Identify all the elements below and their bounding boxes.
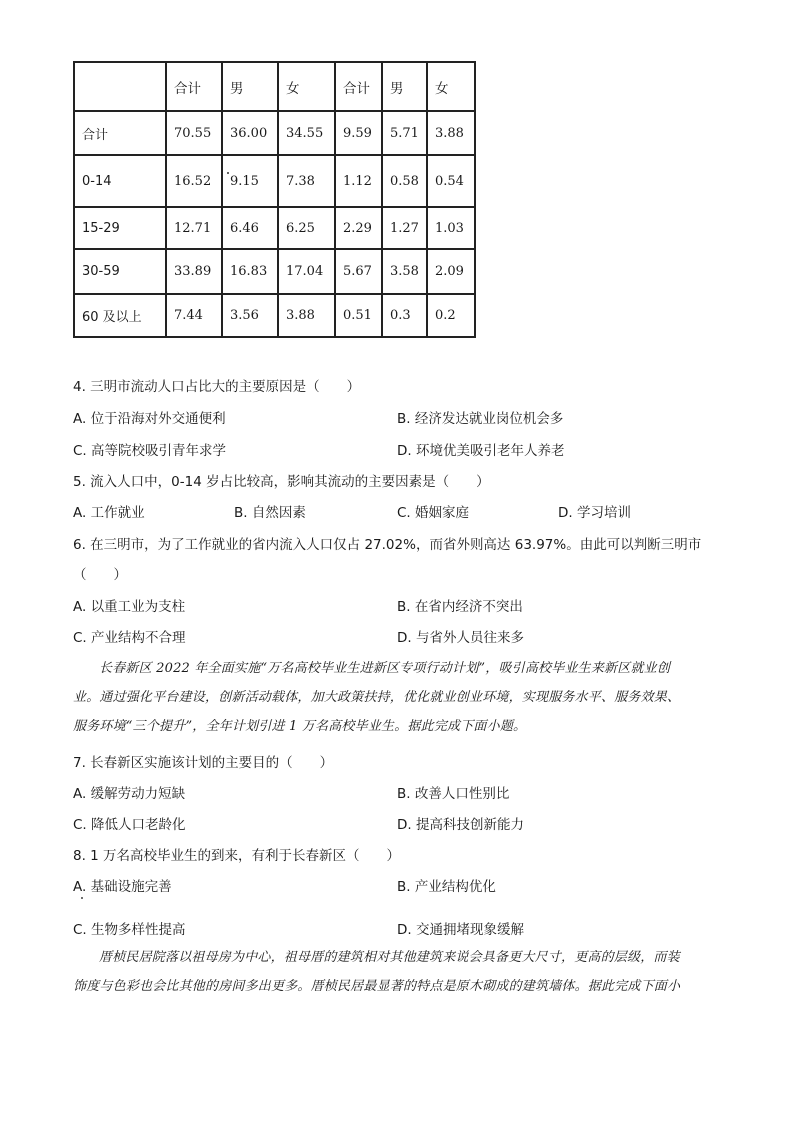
table-cell: 34.55 bbox=[278, 111, 335, 155]
passage-line: 长春新区 2022 年全面实施“万名高校毕业生进新区专项行动计划”，吸引高校毕业生来新区就业创 bbox=[99, 661, 671, 676]
table-cell: 70.55 bbox=[166, 111, 222, 155]
question-8-option-d[interactable]: D. 交通拥堵现象缓解 bbox=[397, 922, 524, 938]
table-header-cell: 男 bbox=[222, 62, 278, 111]
table-header-cell: 女 bbox=[427, 62, 475, 111]
table-header-cell: 男 bbox=[382, 62, 427, 111]
table-cell: 7.44 bbox=[166, 294, 222, 337]
table-cell: 7.38 bbox=[278, 155, 335, 207]
passage-changchun bbox=[73, 654, 721, 741]
table-row bbox=[74, 294, 475, 337]
table-cell: 1.03 bbox=[427, 207, 475, 249]
table-header-cell: 合计 bbox=[166, 62, 222, 111]
question-5-option-c[interactable]: C. 婚姻家庭 bbox=[397, 505, 470, 521]
table-header-cell: 合计 bbox=[335, 62, 382, 111]
table-row-label: 30-59 bbox=[74, 249, 166, 294]
table-cell: 33.89 bbox=[166, 249, 222, 294]
table-cell: 3.88 bbox=[427, 111, 475, 155]
table-row-label: 0-14 bbox=[74, 155, 166, 207]
question-6-option-b[interactable]: B. 在省内经济不突出 bbox=[397, 599, 523, 615]
question-6-option-d[interactable]: D. 与省外人员往来多 bbox=[397, 630, 524, 646]
table-header-cell: 女 bbox=[278, 62, 335, 111]
question-4-stem: 4. 三明市流动人口占比大的主要原因是（ ） bbox=[73, 379, 361, 395]
table-cell: 16.52 bbox=[166, 155, 222, 207]
question-7-option-d[interactable]: D. 提高科技创新能力 bbox=[397, 817, 524, 833]
question-8-option-c[interactable]: C. 生物多样性提高 bbox=[73, 922, 186, 938]
table-row bbox=[74, 207, 475, 249]
table-cell: 5.71 bbox=[382, 111, 427, 155]
table-cell: 0.51 bbox=[335, 294, 382, 337]
table-header-cell bbox=[74, 62, 166, 111]
table-cell: 1.27 bbox=[382, 207, 427, 249]
table-cell: 0.58 bbox=[382, 155, 427, 207]
passage-line: 厝桢民居院落以祖母房为中心，祖母厝的建筑相对其他建筑来说会具备更大尺寸，更高的层级，而装 bbox=[99, 950, 680, 965]
table-cell: 0.3 bbox=[382, 294, 427, 337]
table-header-row bbox=[74, 62, 475, 111]
question-8-stem: 8. 1 万名高校毕业生的到来，有利于长春新区（ ） bbox=[73, 848, 401, 864]
table-cell: 2.29 bbox=[335, 207, 382, 249]
question-4-option-d[interactable]: D. 环境优美吸引老年人养老 bbox=[397, 443, 565, 459]
question-7-option-c[interactable]: C. 降低人口老龄化 bbox=[73, 817, 186, 833]
question-5-option-a[interactable]: A. 工作就业 bbox=[73, 505, 145, 521]
question-5-stem: 5. 流入人口中，0-14 岁占比较高，影响其流动的主要因素是（ ） bbox=[73, 474, 490, 490]
table-row bbox=[74, 155, 475, 207]
question-4-option-b[interactable]: B. 经济发达就业岗位机会多 bbox=[397, 411, 564, 427]
table-cell: 0.54 bbox=[427, 155, 475, 207]
population-table bbox=[73, 61, 476, 338]
table-cell: 5.67 bbox=[335, 249, 382, 294]
table-cell: 3.56 bbox=[222, 294, 278, 337]
question-7-option-a[interactable]: A. 缓解劳动力短缺 bbox=[73, 786, 186, 802]
table-cell: 1.12 bbox=[335, 155, 382, 207]
question-5-option-b[interactable]: B. 自然因素 bbox=[234, 505, 306, 521]
passage-residence bbox=[73, 943, 721, 1001]
table-cell: 17.04 bbox=[278, 249, 335, 294]
table-row-label: 合计 bbox=[74, 111, 166, 155]
question-4-option-a[interactable]: A. 位于沿海对外交通便利 bbox=[73, 411, 226, 427]
table-cell: 9.59 bbox=[335, 111, 382, 155]
table-cell: 9.15 bbox=[222, 155, 278, 207]
table-cell: 12.71 bbox=[166, 207, 222, 249]
table-cell: 36.00 bbox=[222, 111, 278, 155]
table-cell: 3.58 bbox=[382, 249, 427, 294]
passage-line: 服务环境“三个提升”，全年计划引进 1 万名高校毕业生。据此完成下面小题。 bbox=[73, 719, 527, 734]
stray-dot bbox=[81, 897, 83, 899]
table-cell: 6.46 bbox=[222, 207, 278, 249]
table-cell: 16.83 bbox=[222, 249, 278, 294]
question-5-option-d[interactable]: D. 学习培训 bbox=[558, 505, 631, 521]
table-cell: 0.2 bbox=[427, 294, 475, 337]
passage-line: 饰度与色彩也会比其他的房间多出更多。厝桢民居最显著的特点是原木砌成的建筑墙体。据此完成下面小 bbox=[73, 979, 681, 994]
table-row-label: 15-29 bbox=[74, 207, 166, 249]
question-6-option-c[interactable]: C. 产业结构不合理 bbox=[73, 630, 186, 646]
table-cell: 6.25 bbox=[278, 207, 335, 249]
table-row bbox=[74, 249, 475, 294]
question-4-option-c[interactable]: C. 高等院校吸引青年求学 bbox=[73, 443, 227, 459]
table-cell: 3.88 bbox=[278, 294, 335, 337]
question-8-option-b[interactable]: B. 产业结构优化 bbox=[397, 879, 496, 895]
question-7-option-b[interactable]: B. 改善人口性别比 bbox=[397, 786, 510, 802]
question-6-option-a[interactable]: A. 以重工业为支柱 bbox=[73, 599, 186, 615]
table-row-label: 60 及以上 bbox=[74, 294, 166, 337]
table-cell: 2.09 bbox=[427, 249, 475, 294]
question-8-option-a[interactable]: A. 基础设施完善 bbox=[73, 879, 172, 895]
table-row bbox=[74, 111, 475, 155]
passage-line: 业。通过强化平台建设，创新活动载体，加大政策扶持，优化就业创业环境，实现服务水平、服务效果、 bbox=[73, 690, 681, 705]
question-6-stem-continued: （ ） bbox=[73, 567, 127, 583]
question-6-stem: 6. 在三明市，为了工作就业的省内流入人口仅占 27.02%，而省外则高达 63.97%。由此可以判断三明市 bbox=[73, 537, 702, 553]
question-7-stem: 7. 长春新区实施该计划的主要目的（ ） bbox=[73, 755, 334, 771]
